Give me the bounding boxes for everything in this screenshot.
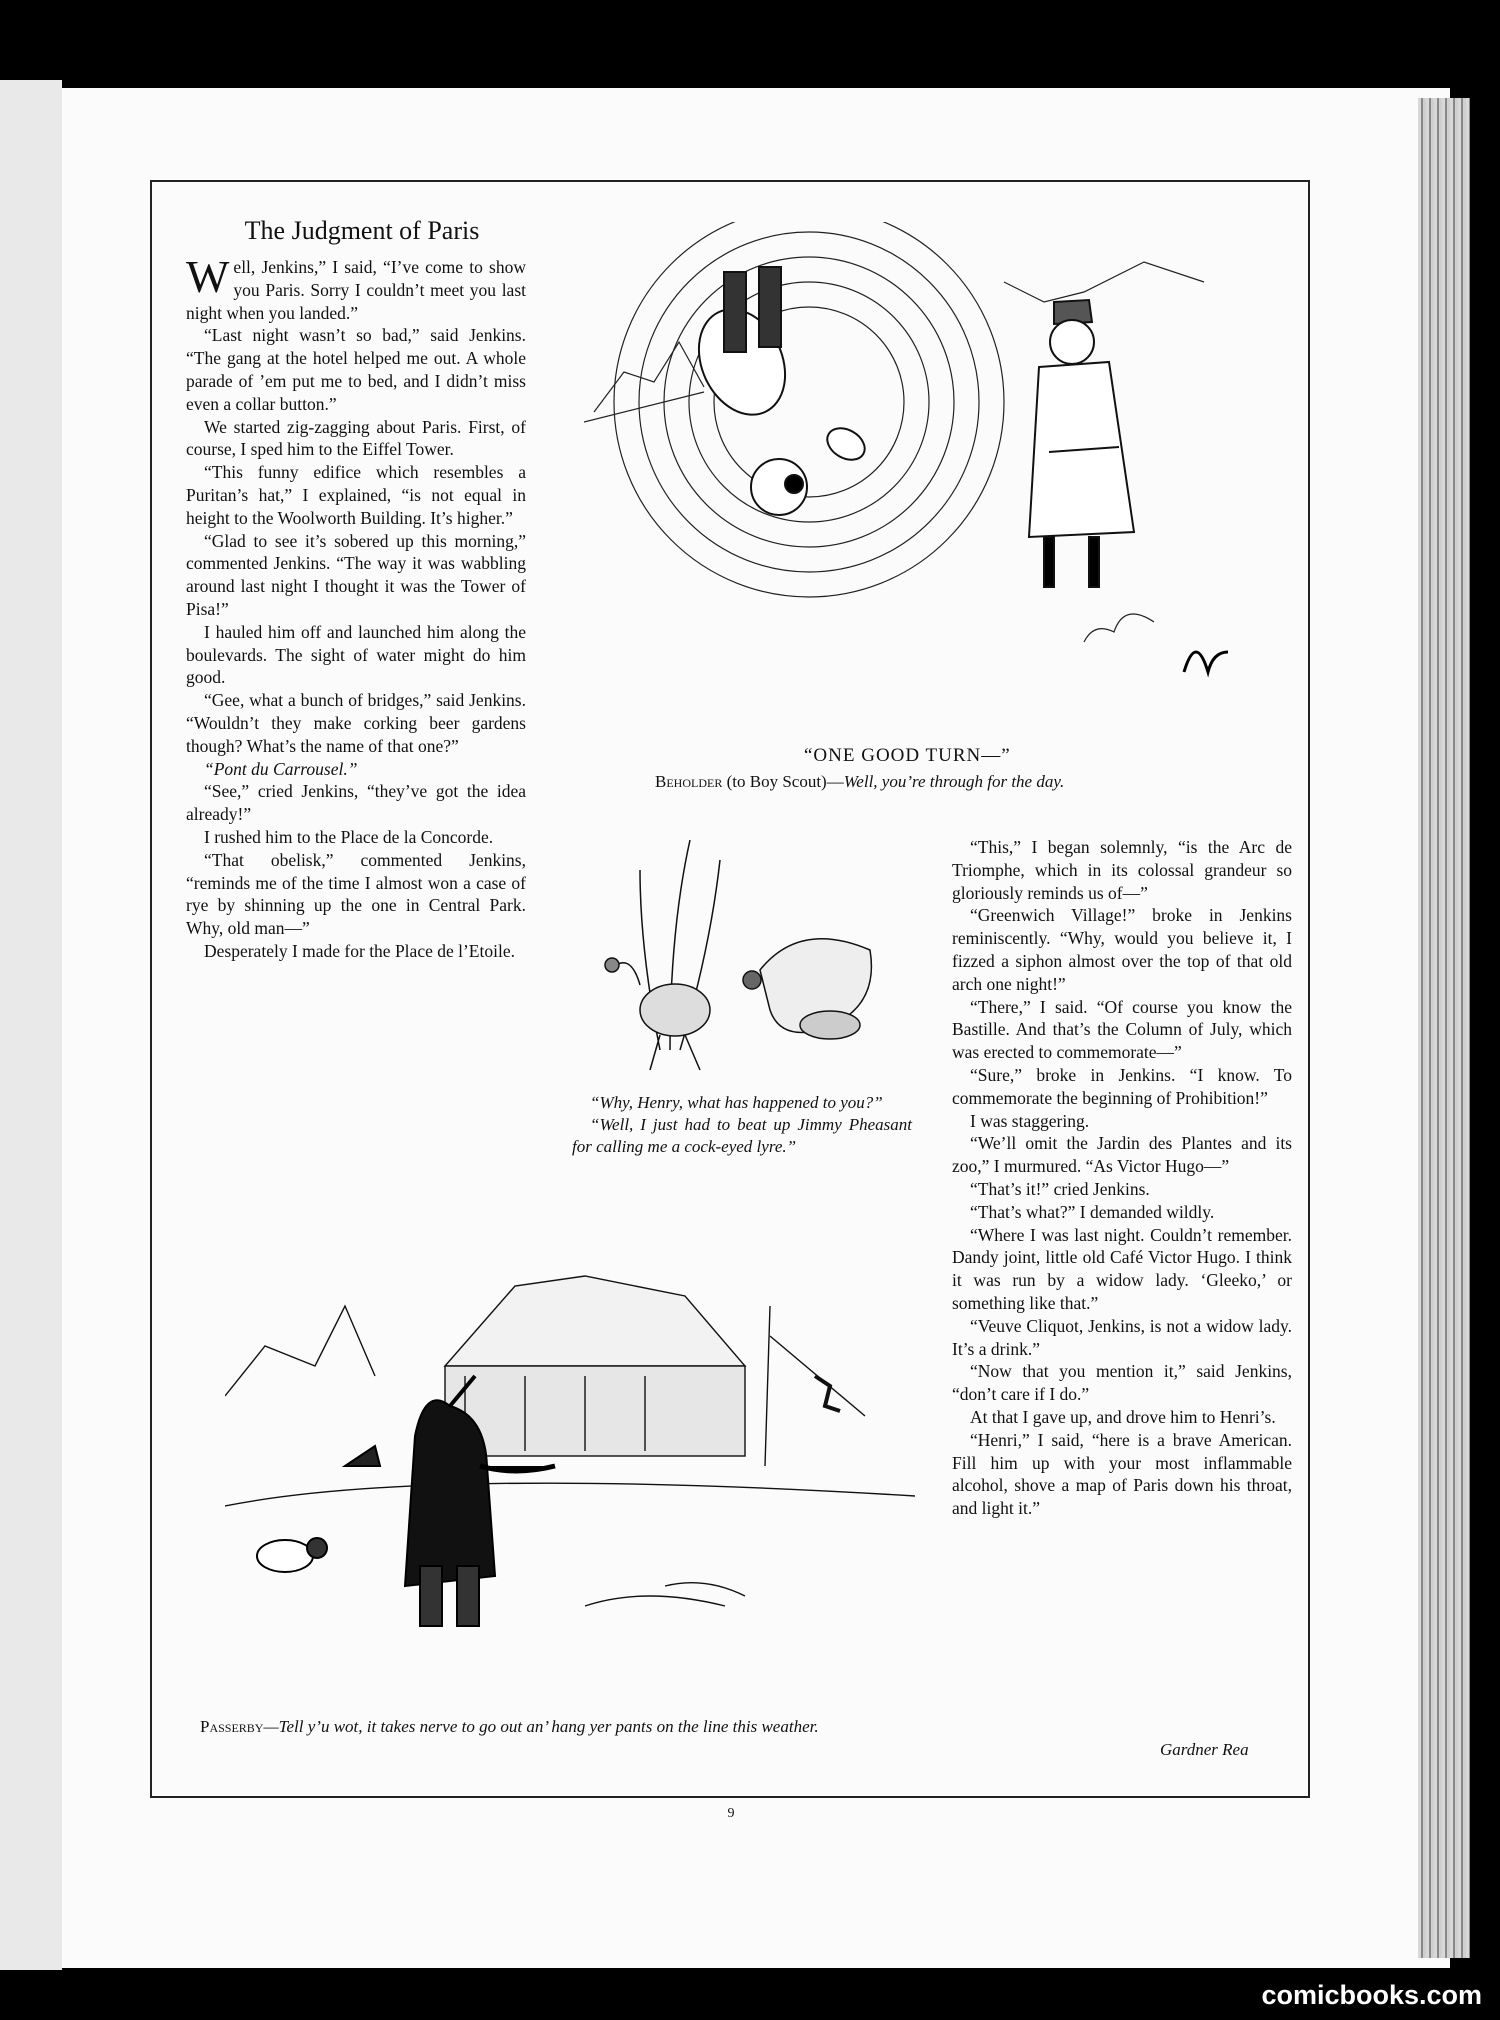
paragraph: Desperately I made for the Place de l’Etoile. xyxy=(204,940,515,961)
article-title: The Judgment of Paris xyxy=(244,216,480,245)
page-number: 9 xyxy=(727,1806,735,1821)
drop-cap: W xyxy=(186,251,230,302)
article-column-1 xyxy=(186,251,526,963)
paragraph: “Sure,” broke in Jenkins. “I know. To commemorate the beginning of Prohibition!” xyxy=(952,1064,1292,1108)
first-paragraph: Well, Jenkins,” I said, “I’ve come to show you Paris. Sorry I couldn’t meet you last night when you landed.” xyxy=(186,251,526,323)
paragraph: At that I gave up, and drove him to Henri’s. xyxy=(970,1406,1276,1427)
paragraph: “This,” I began solemnly, “is the Arc de Triomphe, which in its colossal grandeur so gloriously reminds us of—” xyxy=(952,837,1292,903)
cartoon-one-good-turn-caption: Beholder (to Boy Scout)—Well, you’re through for the day. xyxy=(655,772,1065,791)
paragraph: We started zig-zagging about Paris. First, of course, I sped him to the Eiffel Tower. xyxy=(186,416,526,460)
paragraph: I was staggering. xyxy=(970,1110,1090,1131)
paragraph: “Last night wasn’t so bad,” said Jenkins. “The gang at the hotel helped me out. A whole parade of ’em put me to bed, and I didn’t miss even a collar button.” xyxy=(186,325,526,414)
paragraph: “Pont du Carrousel.” xyxy=(204,758,358,779)
cartoon-passerby-caption: Passerby—Tell y’u wot, it takes nerve to go out an’ hang yer pants on the line this weather. xyxy=(200,1717,819,1736)
paragraph: “That obelisk,” commented Jenkins, “reminds me of the time I almost won a case of rye by shinning up the one in Central Park. Why, old man—” xyxy=(186,849,526,939)
speaker: Beholder xyxy=(655,772,723,791)
cartoon-birds xyxy=(580,830,920,1080)
paragraph: “See,” cried Jenkins, “they’ve got the idea already!” xyxy=(186,781,526,825)
paragraph: “Gee, what a bunch of bridges,” said Jenkins. “Wouldn’t they make corking beer gardens though? What’s the name of that one?” xyxy=(186,690,526,756)
paragraph: “That’s what?” I demanded wildly. xyxy=(970,1201,1215,1222)
paragraph: “Greenwich Village!” broke in Jenkins reminiscently. “Why, would you believe it, I fizzed a siphon almost over the top of that old arch one night!” xyxy=(952,905,1292,994)
paragraph: “Now that you mention it,” said Jenkins, “don’t care if I do.” xyxy=(952,1361,1292,1405)
author-signature: Gardner Rea xyxy=(1160,1740,1249,1759)
watermark: comicbooks.com xyxy=(1261,1980,1482,2010)
paragraph: “We’ll omit the Jardin des Plantes and its zoo,” I murmured. “As Victor Hugo—” xyxy=(952,1133,1292,1177)
paragraph: “Henri,” I said, “here is a brave American. Fill him up with your most inflammable alcohol, shove a map of Paris down his throat, and light it.” xyxy=(952,1429,1292,1519)
caption-line: “Why, Henry, what has happened to you?” xyxy=(590,1093,883,1112)
speaker: Passerby xyxy=(200,1717,264,1736)
cartoon-one-good-turn-title: “ONE GOOD TURN—” xyxy=(804,745,1011,766)
paragraph: “There,” I said. “Of course you know the Bastille. And that’s the Column of July, which was erected to commemorate—” xyxy=(952,996,1292,1063)
cartoon-one-good-turn xyxy=(584,222,1244,722)
article-column-3 xyxy=(952,836,1292,1520)
paragraph: “This funny edifice which resembles a Puritan’s hat,” I explained, “is not equal in height to the Woolworth Building. It’s higher.” xyxy=(186,462,526,528)
cartoon-birds-caption xyxy=(572,1092,912,1158)
paragraph: I hauled him off and launched him along the boulevards. The sight of water might do him good. xyxy=(186,621,526,688)
paragraph: “Glad to see it’s sobered up this morning,” commented Jenkins. “The way it was wabbling around last night I thought it was the Tower of Pisa!” xyxy=(186,530,526,619)
cartoon-passerby xyxy=(225,1266,915,1656)
caption-line: “Well, I just had to beat up Jimmy Pheasant for calling me a cock-eyed lyre.” xyxy=(572,1115,912,1156)
paragraph: I rushed him to the Place de la Concorde. xyxy=(204,826,494,847)
paragraph: “That’s it!” cried Jenkins. xyxy=(970,1178,1150,1199)
paragraph: “Where I was last night. Couldn’t remember. Dandy joint, little old Café Victor Hugo. I think it was run by a widow lady. ‘Gleeko,’ or something like that.” xyxy=(952,1224,1292,1313)
paragraph: “Veuve Cliquot, Jenkins, is not a widow lady. It’s a drink.” xyxy=(952,1315,1292,1359)
